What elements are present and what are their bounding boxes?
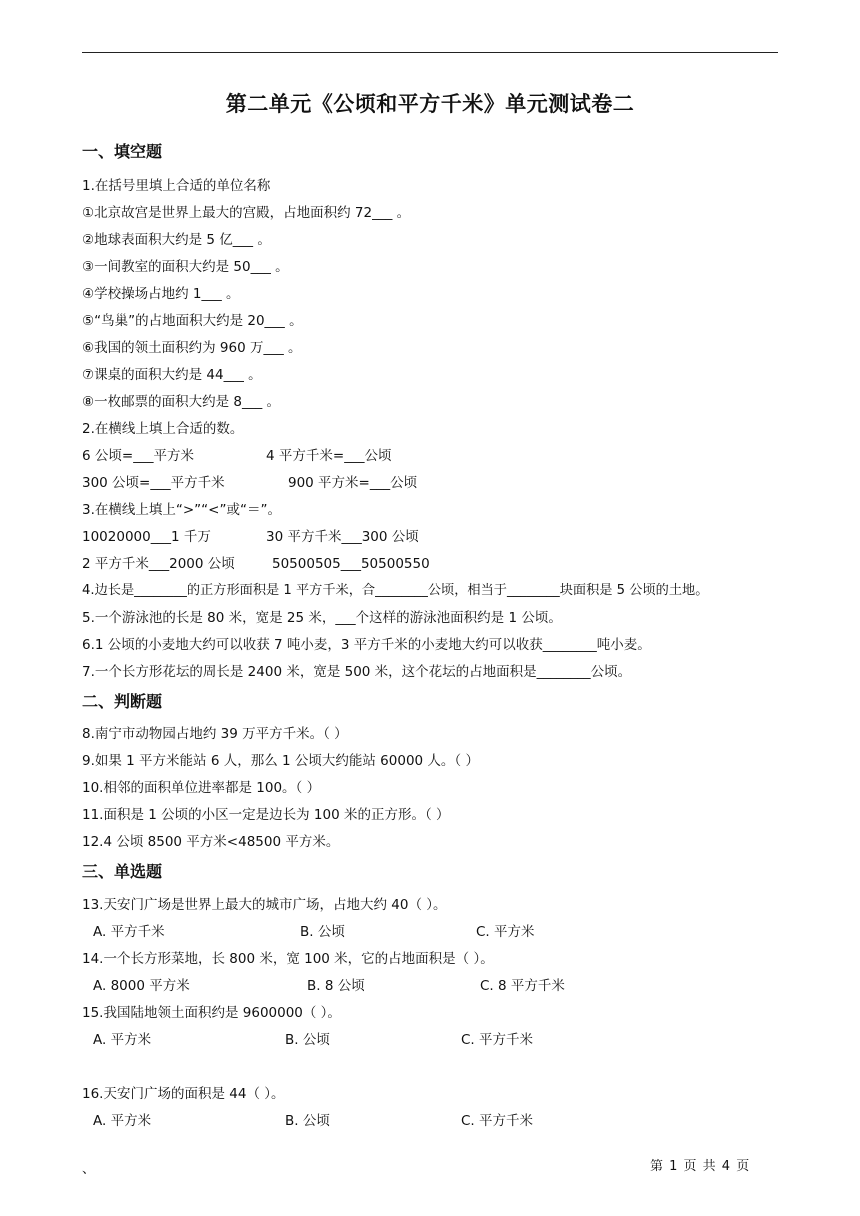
question-judge: 12.4 公顷 8500 平方米<48500 平方米。 xyxy=(82,834,340,850)
question-4: 4.边长是________的正方形面积是 1 平方千米，合________公顷，相当于________块面积是 5 公顷的土地。 xyxy=(82,583,709,598)
question-2-blank: 4 平方千米=___公顷 xyxy=(266,448,392,464)
question-1-item: ①北京故宫是世界上最大的宫殿，占地面积约 72___ 。 xyxy=(82,205,411,221)
question-judge: 8.南宁市动物园占地约 39 万平方千米。（ ） xyxy=(82,726,348,742)
choice-option-c: C. 8 平方千米 xyxy=(480,978,565,994)
section-heading-true-false: 二、判断题 xyxy=(82,692,163,711)
choice-option-b: B. 公顷 xyxy=(300,924,345,940)
question-1-item: ⑤“鸟巢”的占地面积大约是 20___ 。 xyxy=(82,313,303,329)
question-3-compare: 50500505___50500550 xyxy=(272,556,430,572)
choice-option-a: A. 平方米 xyxy=(93,1032,152,1048)
choice-option-b: B. 公顷 xyxy=(285,1032,330,1048)
question-1-item: ⑦课桌的面积大约是 44___ 。 xyxy=(82,367,262,383)
question-2-blank: 300 公顷=___平方千米 xyxy=(82,475,225,491)
question-2-blank: 6 公顷=___平方米 xyxy=(82,448,194,464)
page-number: 第 1 页 共 4 页 xyxy=(650,1159,751,1174)
page-title: 第二单元《公顷和平方千米》单元测试卷二 xyxy=(225,92,635,116)
choice-option-b: B. 8 公顷 xyxy=(307,978,365,994)
question-choice-stem: 13.天安门广场是世界上最大的城市广场，占地大约 40（ ）。 xyxy=(82,897,447,913)
question-3-compare: 2 平方千米___2000 公顷 xyxy=(82,556,235,572)
question-7: 7.一个长方形花坛的周长是 2400 米，宽是 500 米，这个花坛的占地面积是________公顷。 xyxy=(82,664,632,680)
question-6: 6.1 公顷的小麦地大约可以收获 7 吨小麦，3 平方千米的小麦地大约可以收获________吨小麦。 xyxy=(82,637,651,653)
question-1-item: ⑧一枚邮票的面积大约是 8___ 。 xyxy=(82,394,281,410)
section-heading-multiple-choice: 三、单选题 xyxy=(82,862,163,881)
choice-option-a: A. 平方千米 xyxy=(93,924,165,940)
question-2-blank: 900 平方米=___公顷 xyxy=(288,475,418,491)
section-heading-fill-blank: 一、填空题 xyxy=(82,142,163,161)
choice-option-b: B. 公顷 xyxy=(285,1113,330,1129)
question-1-item: ③一间教室的面积大约是 50___ 。 xyxy=(82,259,289,275)
footer-mark: 、 xyxy=(82,1162,96,1177)
question-1-item: ⑥我国的领土面积约为 960 万___ 。 xyxy=(82,340,302,356)
question-judge: 11.面积是 1 公顷的小区一定是边长为 100 米的正方形。（ ） xyxy=(82,807,450,823)
question-1-item: ④学校操场占地约 1___ 。 xyxy=(82,286,240,302)
header-rule xyxy=(82,52,778,53)
question-choice-stem: 16.天安门广场的面积是 44（ ）。 xyxy=(82,1086,285,1102)
question-judge: 9.如果 1 平方米能站 6 人，那么 1 公顷大约能站 60000 人。（ ） xyxy=(82,753,479,769)
question-judge: 10.相邻的面积单位进率都是 100。（ ） xyxy=(82,780,321,796)
question-choice-stem: 15.我国陆地领土面积约是 9600000（ ）。 xyxy=(82,1005,341,1021)
question-1-stem: 1.在括号里填上合适的单位名称 xyxy=(82,178,271,194)
question-5: 5.一个游泳池的长是 80 米，宽是 25 米，___个这样的游泳池面积约是 1 公顷。 xyxy=(82,610,562,626)
question-3-stem: 3.在横线上填上“>”“<”或“＝”。 xyxy=(82,502,281,518)
question-3-compare: 10020000___1 千万 xyxy=(82,529,211,545)
question-2-stem: 2.在横线上填上合适的数。 xyxy=(82,421,244,437)
choice-option-c: C. 平方千米 xyxy=(461,1032,534,1048)
choice-option-c: C. 平方千米 xyxy=(461,1113,534,1129)
choice-option-a: A. 平方米 xyxy=(93,1113,152,1129)
question-1-item: ②地球表面积大约是 5 亿___ 。 xyxy=(82,232,271,248)
question-choice-stem: 14.一个长方形菜地，长 800 米，宽 100 米，它的占地面积是（ ）。 xyxy=(82,951,494,967)
question-3-compare: 30 平方千米___300 公顷 xyxy=(266,529,419,545)
choice-option-c: C. 平方米 xyxy=(476,924,535,940)
choice-option-a: A. 8000 平方米 xyxy=(93,978,190,994)
